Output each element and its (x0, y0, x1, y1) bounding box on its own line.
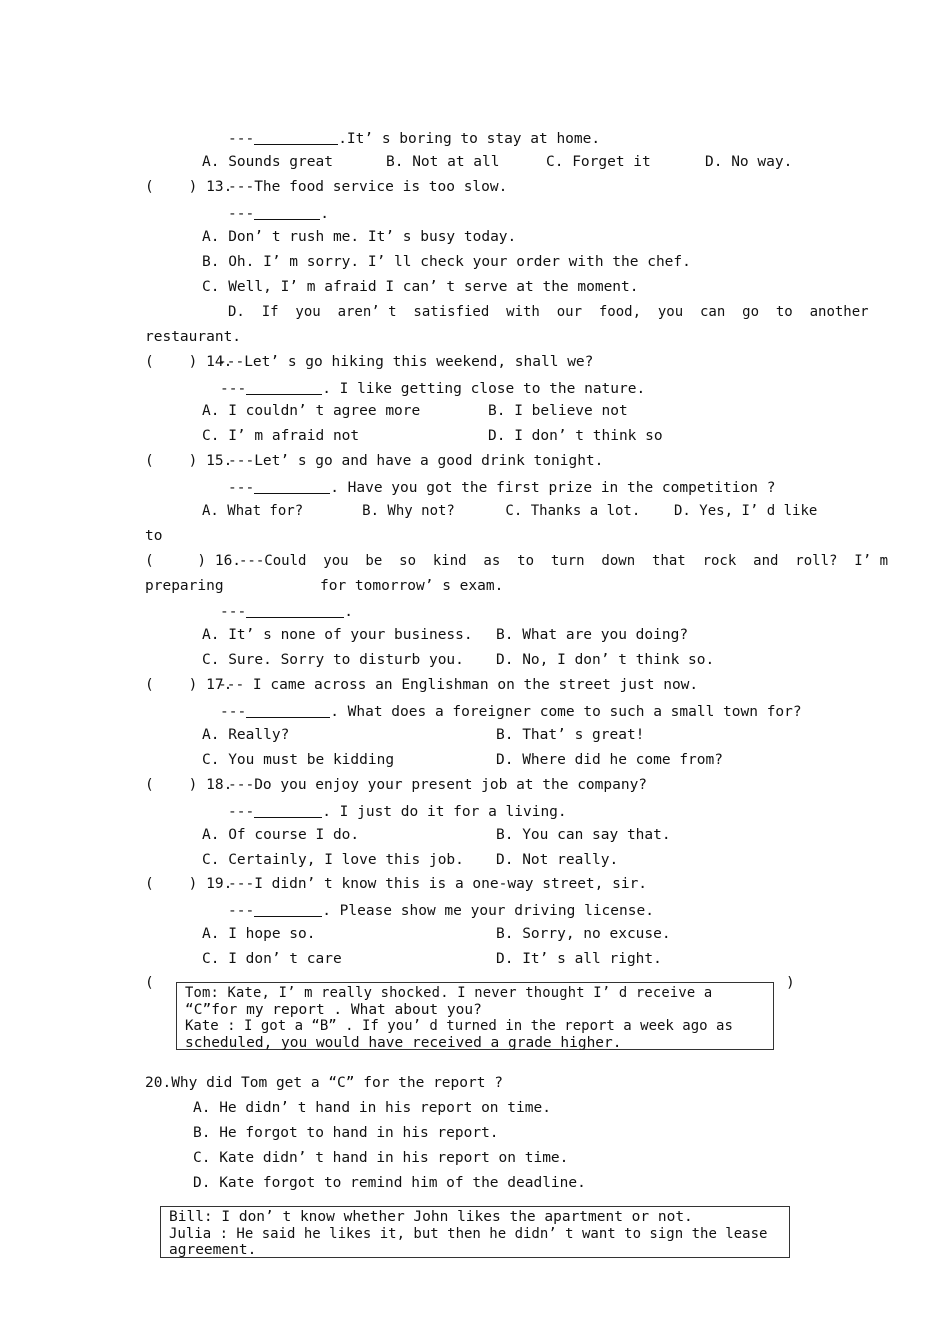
q20-option-d: D. Kate forgot to remind him of the deadline. (193, 1175, 586, 1191)
q13-reply: --- . (228, 206, 329, 222)
q13-option-b: B. Oh. I’ m sorry. I’ ll check your order with the chef. (202, 254, 691, 270)
dialog-box-bill-julia (160, 1206, 790, 1258)
q20-option-a: A. He didn’ t hand in his report on time. (193, 1100, 551, 1116)
q13-number[interactable]: ( ) 13. (145, 179, 233, 195)
q14-reply: --- . I like getting close to the nature. (220, 381, 646, 397)
q19-question: ---I didn’ t know this is a one-way street, sir. (228, 876, 648, 892)
q13-option-c: C. Well, I’ m afraid I can’ t serve at the moment. (202, 279, 639, 295)
q12-option-a: A. Sounds great (202, 154, 333, 170)
q18-reply: --- . I just do it for a living. (228, 804, 567, 820)
q19-reply: --- . Please show me your driving license. (228, 903, 654, 919)
q13-option-a: A. Don’ t rush me. It’ s busy today. (202, 229, 517, 245)
q15-question: ---Let’ s go and have a good drink tonight. (228, 453, 604, 469)
q14-option-d: D. I don’ t think so (488, 428, 663, 444)
q19-option-b: B. Sorry, no excuse. (496, 926, 671, 942)
q16-number[interactable]: ( ) 16. (145, 553, 242, 569)
q12-reply: --- .It’ s boring to stay at home. (228, 131, 601, 147)
answer-paren-right: ) (786, 975, 795, 991)
q18-number[interactable]: ( ) 18. (145, 777, 233, 793)
dialog-line-4: scheduled, you would have received a grade higher. (185, 1034, 622, 1051)
answer-blank[interactable] (254, 902, 322, 917)
q19-option-d: D. It’ s all right. (496, 951, 662, 967)
q12-option-b: B. Not at all (386, 154, 500, 170)
q17-option-c: C. You must be kidding (202, 752, 395, 768)
dialog-line-2: Julia : He said he likes it, but then he didn’ t want to sign the lease (169, 1225, 768, 1242)
q18-question: ---Do you enjoy your present job at the company? (228, 777, 648, 793)
q14-option-c: C. I’ m afraid not (202, 428, 360, 444)
answer-blank[interactable] (254, 130, 338, 145)
q18-option-c: C. Certainly, I love this job. (202, 852, 464, 868)
q16-question: ---Could you be so kind as to turn down that rock and roll? I’ m (239, 553, 889, 569)
dialog-line-3: Kate : I got a “B” . If you’ d turned in the report a week ago as (185, 1018, 733, 1034)
q14-option-b: B. I believe not (488, 403, 628, 419)
q13-option-d: D. If you aren’ t satisfied with our food, you can go to another (228, 304, 869, 320)
q16-question-wrap-a: preparing (145, 578, 224, 594)
q18-option-d: D. Not really. (496, 852, 619, 868)
q18-option-a: A. Of course I do. (202, 827, 360, 843)
q15-number[interactable]: ( ) 15. (145, 453, 233, 469)
q14-option-a: A. I couldn’ t agree more (202, 403, 421, 419)
q14-question: ---Let’ s go hiking this weekend, shall we? (218, 354, 594, 370)
answer-blank[interactable] (246, 380, 322, 395)
q20-option-c: C. Kate didn’ t hand in his report on time. (193, 1150, 569, 1166)
q18-option-b: B. You can say that. (496, 827, 671, 843)
q16-question-wrap-b: for tomorrow’ s exam. (320, 578, 504, 594)
q17-option-b: B. That’ s great! (496, 727, 645, 743)
dialog-box-tom-kate (176, 982, 774, 1050)
q15-reply: --- . Have you got the first prize in the competition ? (228, 480, 776, 496)
q16-option-a: A. It’ s none of your business. (202, 627, 473, 643)
q17-number[interactable]: ( ) 17. (145, 677, 233, 693)
q15-options: A. What for? B. Why not? C. Thanks a lot. D. Yes, I’ d like (202, 503, 818, 519)
q16-option-d: D. No, I don’ t think so. (496, 652, 715, 668)
dialog-line-2: “C”for my report . What about you? (185, 1001, 482, 1018)
answer-blank[interactable] (254, 803, 322, 818)
answer-blank[interactable] (254, 479, 330, 494)
q12-option-d: D. No way. (705, 154, 793, 170)
q17-question: --- I came across an Englishman on the street just now. (218, 677, 699, 693)
q19-number[interactable]: ( ) 19. (145, 876, 233, 892)
q15-options-wrap: to (145, 528, 163, 544)
q12-option-c: C. Forget it (546, 154, 651, 170)
answer-blank[interactable] (254, 205, 320, 220)
q16-reply: --- . (220, 604, 353, 620)
q17-reply: --- . What does a foreigner come to such a small town for? (220, 704, 802, 720)
q16-option-b: B. What are you doing? (496, 627, 689, 643)
q17-option-d: D. Where did he come from? (496, 752, 723, 768)
answer-blank[interactable] (246, 703, 330, 718)
q14-number[interactable]: ( ) 14. (145, 354, 233, 370)
q13-question: ---The food service is too slow. (228, 179, 508, 195)
answer-paren-left[interactable]: ( (145, 975, 154, 991)
answer-blank[interactable] (246, 603, 344, 618)
q17-option-a: A. Really? (202, 727, 290, 743)
dialog-line-3: agreement. (169, 1242, 257, 1258)
dialog-line-1: Bill: I don’ t know whether John likes the apartment or not. (169, 1209, 693, 1225)
q20-question: 20.Why did Tom get a “C” for the report ? (145, 1075, 503, 1091)
q20-option-b: B. He forgot to hand in his report. (193, 1125, 499, 1141)
q19-option-a: A. I hope so. (202, 926, 316, 942)
dialog-line-1: Tom: Kate, I’ m really shocked. I never thought I’ d receive a (185, 985, 713, 1001)
q19-option-c: C. I don’ t care (202, 951, 342, 967)
q13-option-d-wrap: restaurant. (145, 329, 242, 345)
q16-option-c: C. Sure. Sorry to disturb you. (202, 652, 464, 668)
